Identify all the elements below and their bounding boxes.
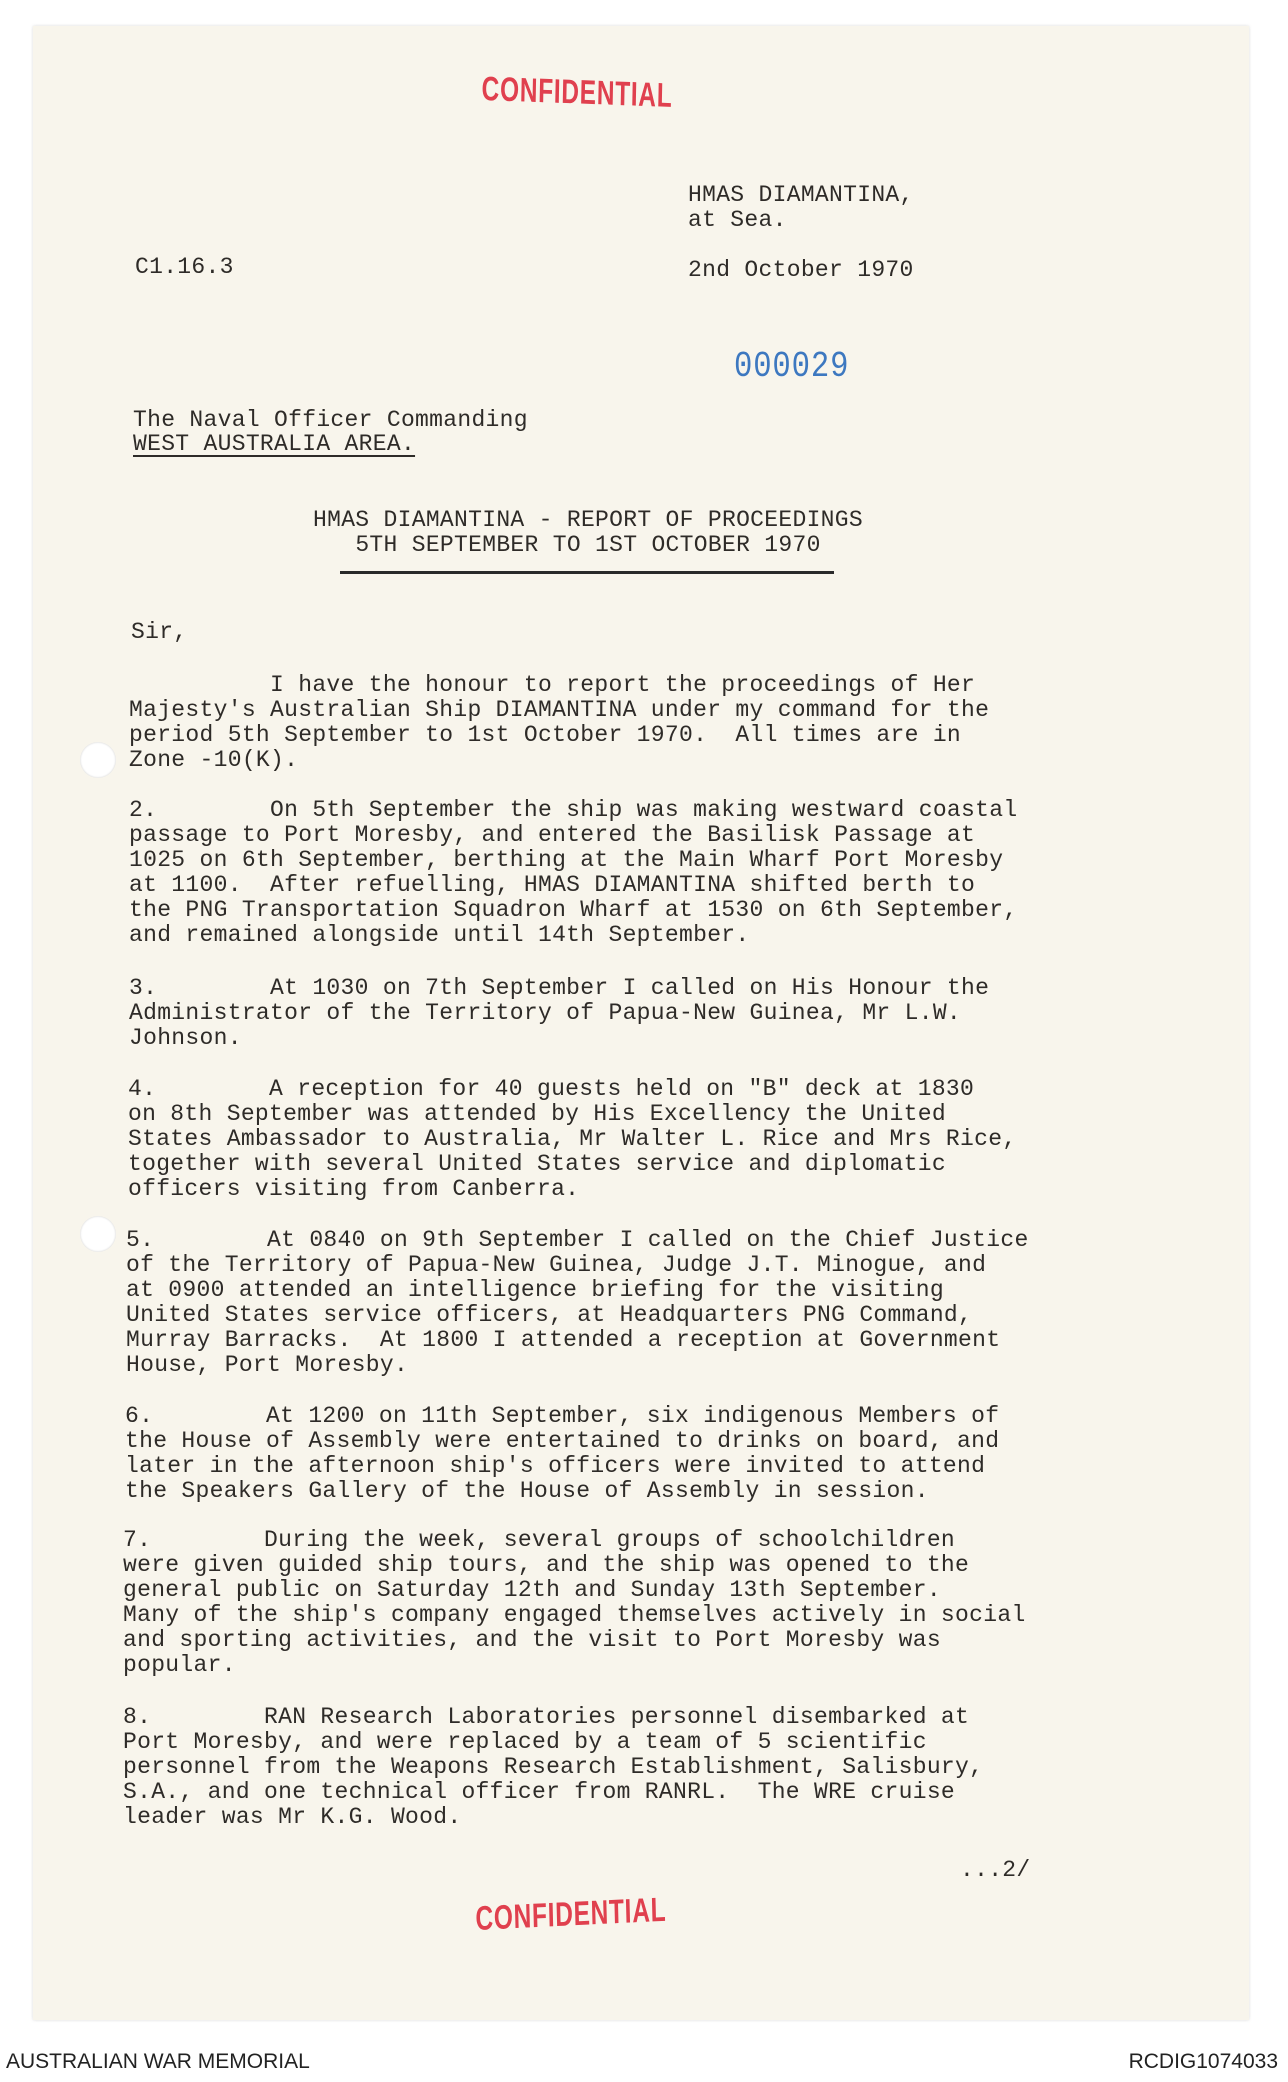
ship-name: HMAS DIAMANTINA, bbox=[688, 182, 914, 208]
paragraph-1: I have the honour to report the proceedings of Her Majesty's Australian Ship DIAMANTINA under my command for the period 5th September to 1st October 1970. All times are in Zone -10(K). bbox=[129, 672, 990, 773]
paragraph-7: 7. During the week, several groups of schoolchildren were given guided ship tours, and the ship was opened to the general public on Saturday 12th and Sunday 13th September. Many of the ship's company engaged themselves actively in social and sporting activities, and the visit to Port Moresby was popular. bbox=[123, 1527, 1026, 1678]
footer-institution: AUSTRALIAN WAR MEMORIAL bbox=[6, 2050, 310, 2073]
title-underline bbox=[340, 571, 834, 574]
ship-location: at Sea. bbox=[688, 207, 787, 233]
footer-record-id: RCDIG1074033 bbox=[1128, 2050, 1278, 2073]
confidential-stamp-bottom: CONFIDENTIAL bbox=[475, 1890, 667, 1938]
serial-number-stamp: 000029 bbox=[734, 346, 850, 387]
report-period: 5TH SEPTEMBER TO 1ST OCTOBER 1970 bbox=[355, 532, 821, 558]
punch-hole bbox=[80, 742, 116, 778]
punch-hole bbox=[80, 1216, 116, 1252]
addressee-title: The Naval Officer Commanding bbox=[133, 407, 528, 433]
paragraph-8: 8. RAN Research Laboratories personnel disembarked at Port Moresby, and were replaced by a team of 5 scientific personnel from the Weapons Research Establishment, Salisbury, S.A., and one technical officer from RANRL. The WRE cruise leader was Mr K.G. Wood. bbox=[123, 1704, 984, 1830]
addressee-area: WEST AUSTRALIA AREA. bbox=[133, 431, 416, 457]
confidential-stamp-top: CONFIDENTIAL bbox=[481, 70, 673, 115]
reference-number: C1.16.3 bbox=[135, 254, 234, 280]
paragraph-2: 2. On 5th September the ship was making westward coastal passage to Port Moresby, and entered the Basilisk Passage at 1025 on 6th September, berthing at the Main Wharf Port Moresby at 1100. After refuelling, HMAS DIAMANTINA shifted berth to the PNG Transportation Squadron Wharf at 1530 on 6th September, and remained alongside until 14th September. bbox=[129, 797, 1018, 948]
paragraph-6: 6. At 1200 on 11th September, six indigenous Members of the House of Assembly were entertained to drinks on board, and later in the afternoon ship's officers were invited to attend the Speakers Gallery of the House of Assembly in session. bbox=[125, 1403, 1000, 1504]
paragraph-5: 5. At 0840 on 9th September I called on the Chief Justice of the Territory of Papua-New Guinea, Judge J.T. Minogue, and at 0900 attended an intelligence briefing for the visiting United States service officers, at Headquarters PNG Command, Murray Barracks. At 1800 I attended a reception at Government House, Port Moresby. bbox=[126, 1227, 1029, 1378]
continuation-marker: ...2/ bbox=[960, 1857, 1031, 1883]
paragraph-4: 4. A reception for 40 guests held on "B" deck at 1830 on 8th September was attended by His Excellency the United States Ambassador to Australia, Mr Walter L. Rice and Mrs Rice, together with several United States service and diplomatic officers visiting from Canberra. bbox=[128, 1076, 1017, 1202]
letter-date: 2nd October 1970 bbox=[688, 257, 914, 283]
salutation: Sir, bbox=[131, 619, 188, 645]
paragraph-3: 3. At 1030 on 7th September I called on His Honour the Administrator of the Territory of Papua-New Guinea, Mr L.W. Johnson. bbox=[129, 975, 990, 1051]
report-title: HMAS DIAMANTINA - REPORT OF PROCEEDINGS bbox=[313, 507, 863, 533]
